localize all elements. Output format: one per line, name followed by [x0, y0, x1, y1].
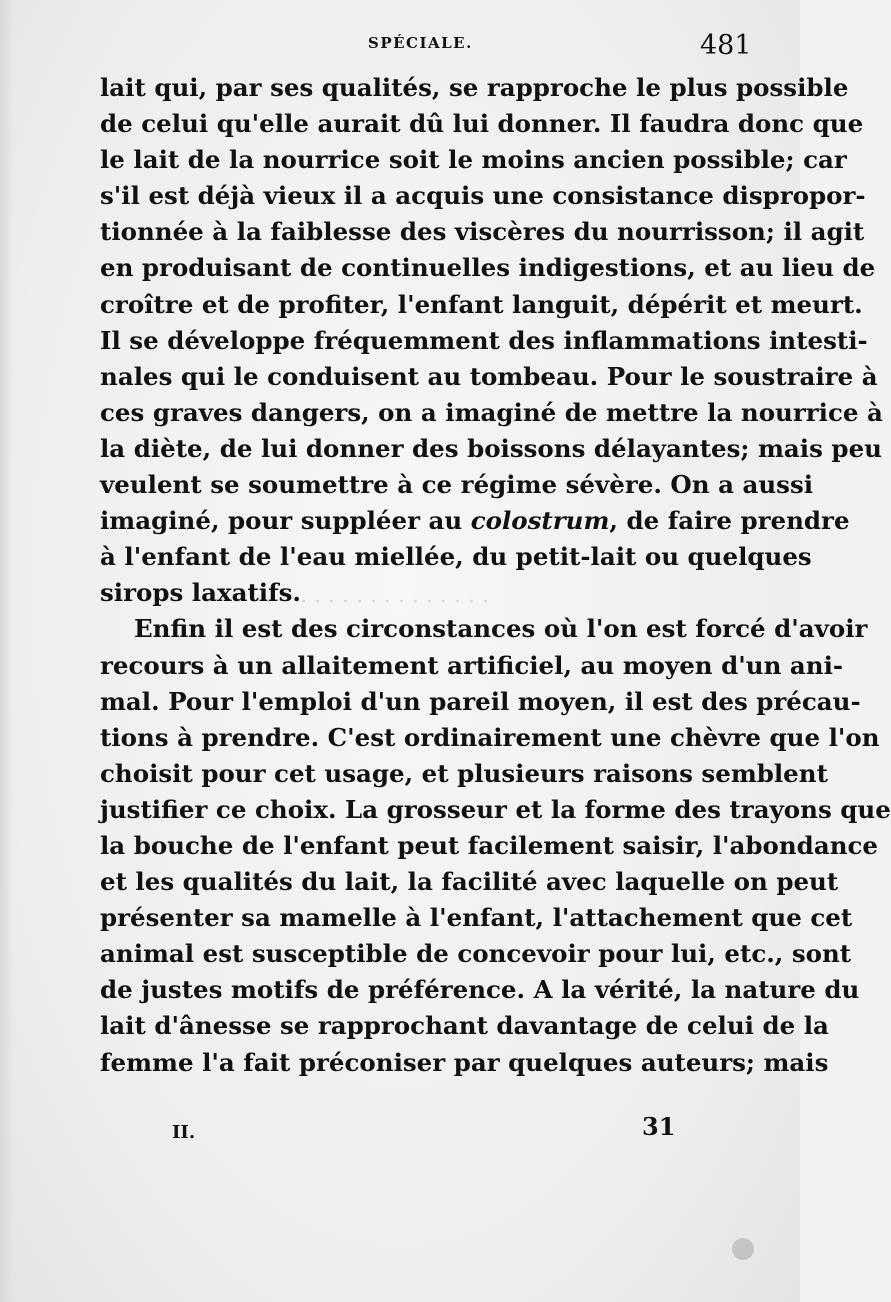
text-line [100, 503, 850, 539]
text-line: animal est susceptible de concevoir pour lui, etc., sont [100, 939, 852, 969]
text-line: lait qui, par ses qualités, se rapproche le plus possible [100, 73, 849, 102]
text-line: à l'enfant de l'eau miellée, du petit-lait ou quelques [100, 542, 812, 572]
text-line: le lait de la nourrice soit le moins ancien possible; car [100, 145, 847, 175]
text-line: croître et de profiter, l'enfant languit, dépérit et meurt. [100, 289, 863, 319]
text-line: s'il est déjà vieux il a acquis une consistance dispropor- [100, 181, 866, 211]
text-line: ces graves dangers, on a imaginé de mettre la nourrice à [100, 397, 883, 427]
text-line: la bouche de l'enfant peut facilement saisir, l'abondance [100, 830, 879, 860]
text-line: de justes motifs de préférence. A la vérité, la nature du [100, 975, 860, 1005]
sheet-number: 31 [642, 1112, 676, 1141]
italic-term: colostrum [470, 506, 610, 536]
text-line: choisit pour cet usage, et plusieurs raisons semblent [100, 758, 828, 788]
text-line: mal. Pour l'emploi d'un pareil moyen, il est des précau- [100, 686, 861, 716]
text-line: présenter sa mamelle à l'enfant, l'attachement que cet [100, 903, 853, 933]
text-line: tionnée à la faiblesse des viscères du nourrisson; il agit [100, 217, 865, 247]
text-line: femme l'a fait préconiser par quelques auteurs; mais [100, 1047, 829, 1077]
text-line: et les qualités du lait, la facilité avec laquelle on peut [100, 867, 839, 897]
ink-smudge [732, 1238, 754, 1260]
text-line: nales qui le conduisent au tombeau. Pour le soustraire à [100, 361, 878, 391]
text-line: la diète, de lui donner des boissons délayantes; mais peu [100, 433, 882, 463]
text-line: de celui qu'elle aurait dû lui donner. Il faudra donc que [100, 109, 864, 139]
text-line: recours à un allaitement artificiel, au moyen d'un ani- [100, 650, 844, 680]
text-line: Enfin il est des circonstances où l'on est forcé d'avoir [134, 614, 868, 644]
page-number: 481 [700, 30, 752, 61]
text-line: en produisant de continuelles indigestions, et au lieu de [100, 253, 876, 283]
show-through-text: · · · · · · · · · · · · · · [300, 590, 489, 615]
signature-mark: II. [172, 1122, 196, 1143]
text-line: Il se développe fréquemment des inflammations intesti- [100, 325, 868, 355]
text-line: veulent se soumettre à ce régime sévère. On a aussi [100, 470, 814, 500]
page-footer [0, 1112, 800, 1152]
page-edge-shadow [0, 0, 14, 1302]
page-header [0, 30, 800, 64]
text-line: sirops laxatifs. [100, 578, 301, 608]
text-line: lait d'ânesse se rapprochant davantage de celui de la [100, 1011, 829, 1041]
text-line: tions à prendre. C'est ordinairement une chèvre que l'on [100, 722, 880, 752]
running-head: SPÉCIALE. [368, 34, 473, 52]
body-text [100, 70, 891, 1081]
text-segment: , de faire prendre [609, 506, 850, 536]
text-segment: imaginé, pour suppléer au [100, 506, 463, 536]
text-line: justifier ce choix. La grosseur et la forme des trayons que [100, 794, 891, 824]
